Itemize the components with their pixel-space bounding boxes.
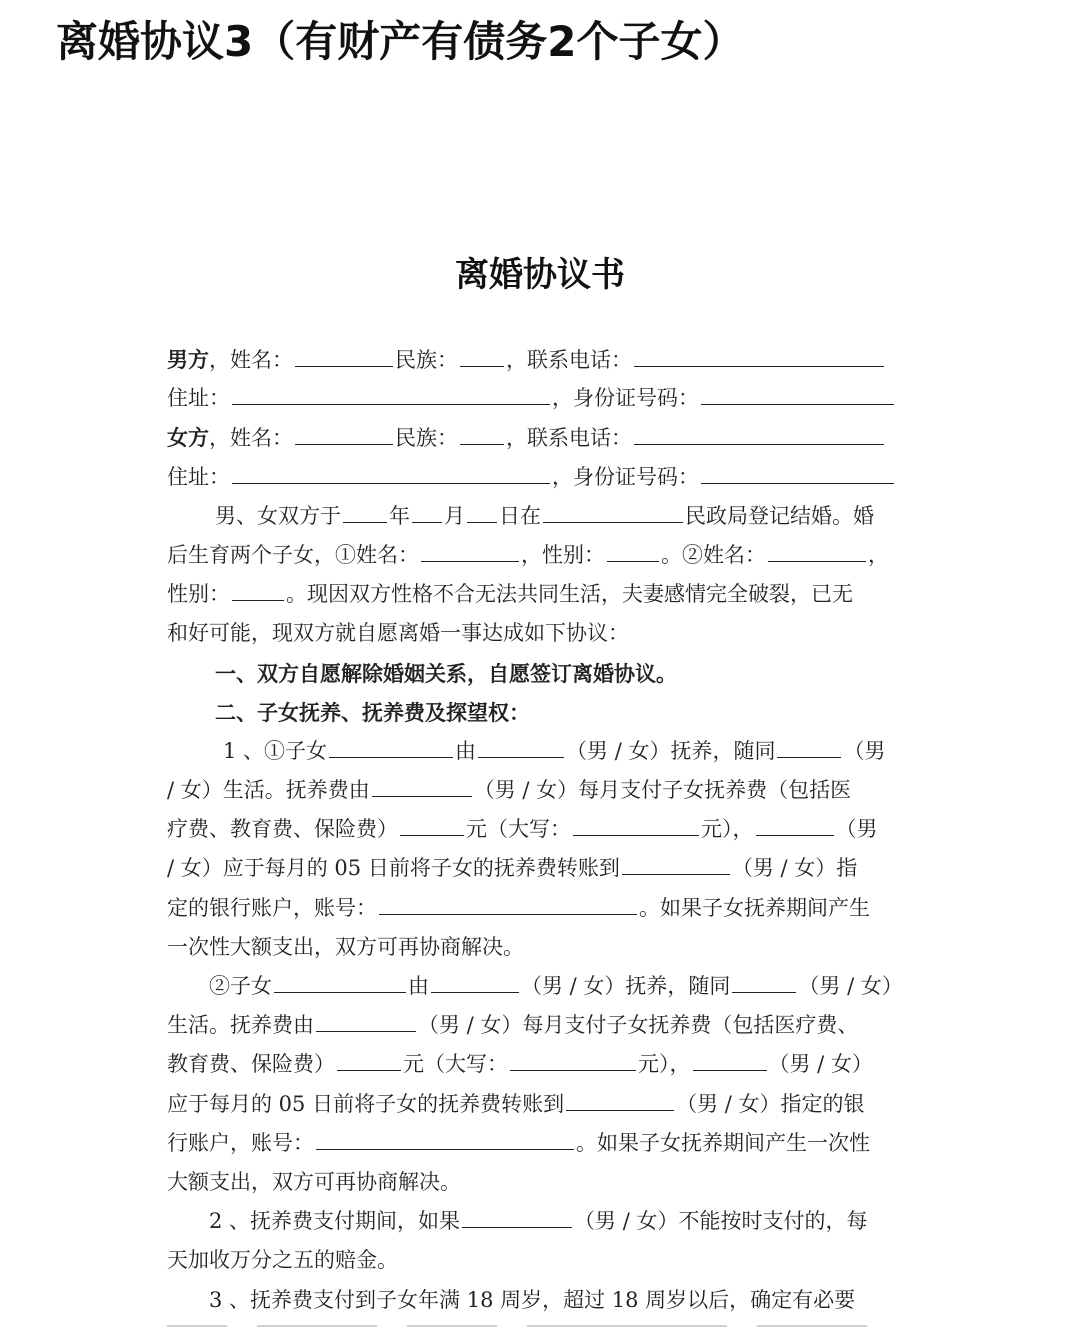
section-heading [167,693,919,732]
text: （男 / 女）抚养，随同 [566,738,776,763]
cutoff-next-line [167,1316,907,1327]
text: 。如果子女抚养期间产生一次性 [576,1130,870,1155]
text: ，身份证号码： [552,464,699,489]
text: 住址： [167,464,230,489]
text: 教育费、保险费） [167,1052,335,1077]
text: ，姓名： [209,348,293,372]
text: （男 / 女）指 [731,856,858,881]
text: 疗费、教育费、保险费） [167,817,398,842]
text: 男方 [167,347,209,372]
text: （男 / 女）不能按时支付的，每 [574,1209,868,1234]
text: ，联系电话： [506,348,632,372]
clause-line [167,967,919,1006]
text: 。如果子女抚养期间产生 [639,895,870,920]
child1-live-with-blank[interactable] [777,735,841,758]
female-id-blank[interactable] [701,461,894,484]
text: 3 、抚养费支付到子女年满 18 周岁，超过 18 周岁以后，确定有必要 [209,1287,856,1312]
page-banner-title: 离婚协议3（有财产有债务2个子女） [56,17,745,66]
paragraph-line [167,614,919,653]
child2-amount-words-blank[interactable] [510,1048,636,1071]
marriage-day-blank[interactable] [467,500,497,523]
text: 性别： [167,582,230,607]
clause-line [167,889,919,928]
text: ，身份证号码： [552,386,699,411]
clause-line [167,771,919,810]
child2-recipient-blank[interactable] [566,1088,674,1111]
text: 民族： [395,348,458,372]
text: 行账户，账号： [167,1130,314,1155]
child2-gender-blank[interactable] [232,578,284,601]
text: 由 [408,974,429,998]
child2-guardian-blank[interactable] [431,970,519,993]
text: （男 / 女）每月支付子女抚养费（包括医 [473,778,852,803]
text: 元）， [701,817,754,842]
clause-line [167,732,919,771]
text: 男、女双方于 [215,503,341,528]
clause-line [167,1163,919,1202]
agreement-body [167,340,919,1320]
text: / 女）生活。抚养费由 [167,778,370,803]
child1-gender-blank[interactable] [607,539,659,562]
text: 民政局登记结婚。婚 [685,503,874,528]
section-heading [167,654,919,693]
male-address-blank[interactable] [232,382,550,405]
text: 由 [455,738,477,763]
clause-line [167,1124,919,1163]
text: （男 / 女） [768,1052,873,1077]
text: 和好可能，现双方就自愿离婚一事达成如下协议： [167,621,629,646]
child2-transfer-party-blank[interactable] [693,1048,767,1071]
text: 应于每月的 05 日前将子女的抚养费转账到 [167,1091,565,1116]
child2-account-blank[interactable] [316,1127,574,1150]
text: 后生育两个子女，①姓名： [167,542,419,567]
child1-transfer-party-blank[interactable] [756,813,834,836]
text: ，联系电话： [506,426,632,451]
child1-recipient-blank[interactable] [622,852,730,875]
child2-payer-blank[interactable] [316,1009,416,1032]
clause-line [167,1281,919,1320]
child1-amount-blank[interactable] [400,813,464,836]
late-payer-blank[interactable] [462,1205,572,1228]
text: / 女）应于每月的 05 日前将子女的抚养费转账到 [167,856,620,881]
document-title: 离婚协议书 [455,255,625,295]
child2-blank[interactable] [274,970,406,993]
child1-amount-words-blank[interactable] [573,813,699,836]
text: 大额支出，双方可再协商解决。 [167,1169,461,1194]
text: 定的银行账户，账号： [167,895,377,920]
child2-amount-blank[interactable] [337,1048,401,1071]
female-party-line-2 [167,458,919,497]
clause-line [167,1045,919,1084]
male-ethnicity-blank[interactable] [460,344,504,367]
clause-line [167,1006,919,1045]
child1-blank[interactable] [329,735,453,758]
child2-name-blank[interactable] [768,539,866,562]
clause-line [167,1241,919,1280]
text: 日在 [499,503,541,528]
male-party-line-1 [167,340,919,379]
male-phone-blank[interactable] [634,344,884,367]
text: ， [868,542,889,567]
text: 一、双方自愿解除婚姻关系，自愿签订离婚协议。 [215,660,677,686]
marriage-month-blank[interactable] [412,500,442,523]
text: 元（大写： [403,1052,508,1077]
female-ethnicity-blank[interactable] [460,422,504,445]
text: ，姓名： [209,426,293,451]
clause-line [167,810,919,849]
female-address-blank[interactable] [232,461,550,484]
marriage-year-blank[interactable] [343,500,387,523]
text: 年 [389,503,410,528]
female-phone-blank[interactable] [634,422,884,445]
text: ②子女 [209,974,272,998]
text: 一次性大额支出，双方可再协商解决。 [167,934,524,959]
paragraph-line [167,497,919,536]
text: （男 [843,738,886,763]
clause-line [167,1085,919,1124]
clause-line [167,928,919,967]
clause-line [167,849,919,888]
male-name-blank[interactable] [295,344,393,367]
text: 生活。抚养费由 [167,1013,314,1038]
text: 。②姓名： [661,542,766,567]
child1-name-blank[interactable] [421,539,519,562]
text: （男 / 女） [798,974,903,998]
paragraph-line [167,575,919,614]
text: （男 [835,817,878,842]
text: 民族： [395,426,458,451]
female-party-line-1 [167,418,919,457]
text: （男 / 女）指定的银 [676,1091,865,1116]
text: ，性别： [521,542,605,567]
child1-account-blank[interactable] [379,892,637,915]
registry-office-blank[interactable] [543,500,683,523]
text: 元）， [638,1052,691,1077]
child2-live-with-blank[interactable] [732,970,796,993]
text: 住址： [167,386,230,411]
text: （男 / 女）抚养，随同 [521,974,731,998]
child1-payer-blank[interactable] [372,774,472,797]
text: 女方 [167,425,209,451]
text: 2 、抚养费支付期间，如果 [209,1209,461,1234]
text: （男 / 女）每月支付子女抚养费（包括医疗费、 [418,1013,859,1038]
male-party-line-2 [167,379,919,418]
paragraph-line [167,536,919,575]
male-id-blank[interactable] [701,382,894,405]
text: 天加收万分之五的赔金。 [167,1248,398,1273]
text: 1 、①子女 [223,738,328,763]
child1-guardian-blank[interactable] [478,735,564,758]
text: 。现因双方性格不合无法共同生活，夫妻感情完全破裂，已无 [286,582,853,607]
text: 二、子女抚养、抚养费及探望权： [215,699,530,725]
text: 月 [444,503,465,528]
clause-line [167,1202,919,1241]
female-name-blank[interactable] [295,422,393,445]
text: 元（大写： [466,817,571,842]
